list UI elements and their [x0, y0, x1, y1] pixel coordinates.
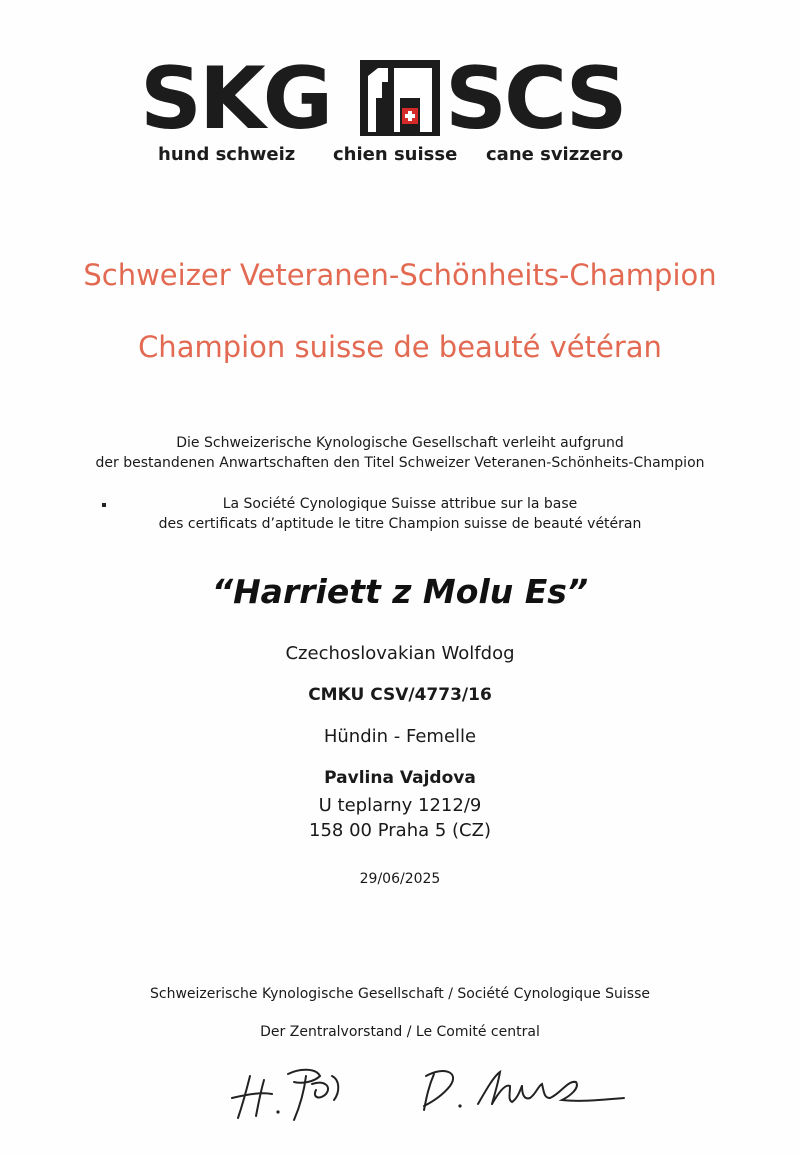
award-text-french-line: La Société Cynologique Suisse attribue sur la base: [222, 496, 578, 512]
swiss-cross-dog-emblem-icon: [358, 58, 442, 138]
signature-left: [228, 1058, 358, 1128]
owner-name: Pavlina Vajdova: [324, 768, 476, 788]
logo-tagline-de: hund schweiz: [158, 144, 296, 165]
dog-name: “Harriett z Molu Es”: [211, 572, 589, 611]
logo-tagline-it: cane svizzero: [486, 144, 624, 165]
award-text-german-line: der bestandenen Anwartschaften den Titel Schweizer Veteranen-Schönheits-Champion: [95, 455, 705, 471]
certificate-date: 29/06/2025: [359, 871, 441, 887]
award-text-german-line: Die Schweizerische Kynologische Gesellschaft verleiht aufgrund: [176, 435, 624, 451]
logo-word-skg: SKG: [140, 49, 331, 149]
footer-committee: Der Zentralvorstand / Le Comité central: [260, 1024, 540, 1040]
footer-organization: Schweizerische Kynologische Gesellschaft / Société Cynologique Suisse: [150, 986, 650, 1002]
award-text-french: [0, 494, 800, 534]
logo-word-scs: SCS: [445, 49, 625, 149]
award-text-french-line: des certificats d’aptitude le titre Champion suisse de beauté vétéran: [158, 516, 642, 532]
skg-scs-logo: [140, 49, 660, 172]
title-french: Champion suisse de beauté vétéran: [138, 330, 662, 364]
owner-address-line1: U teplarny 1212/9: [318, 795, 482, 816]
award-text-german: [0, 433, 800, 473]
owner-address-line2: 158 00 Praha 5 (CZ): [309, 820, 491, 841]
dog-sex: Hündin - Femelle: [323, 726, 477, 747]
title-german: Schweizer Veteranen-Schönheits-Champion: [83, 258, 717, 292]
dog-registration: CMKU CSV/4773/16: [308, 685, 492, 705]
logo-tagline-fr: chien suisse: [333, 144, 458, 165]
signature-right: [420, 1060, 630, 1120]
dog-breed: Czechoslovakian Wolfdog: [285, 643, 515, 664]
